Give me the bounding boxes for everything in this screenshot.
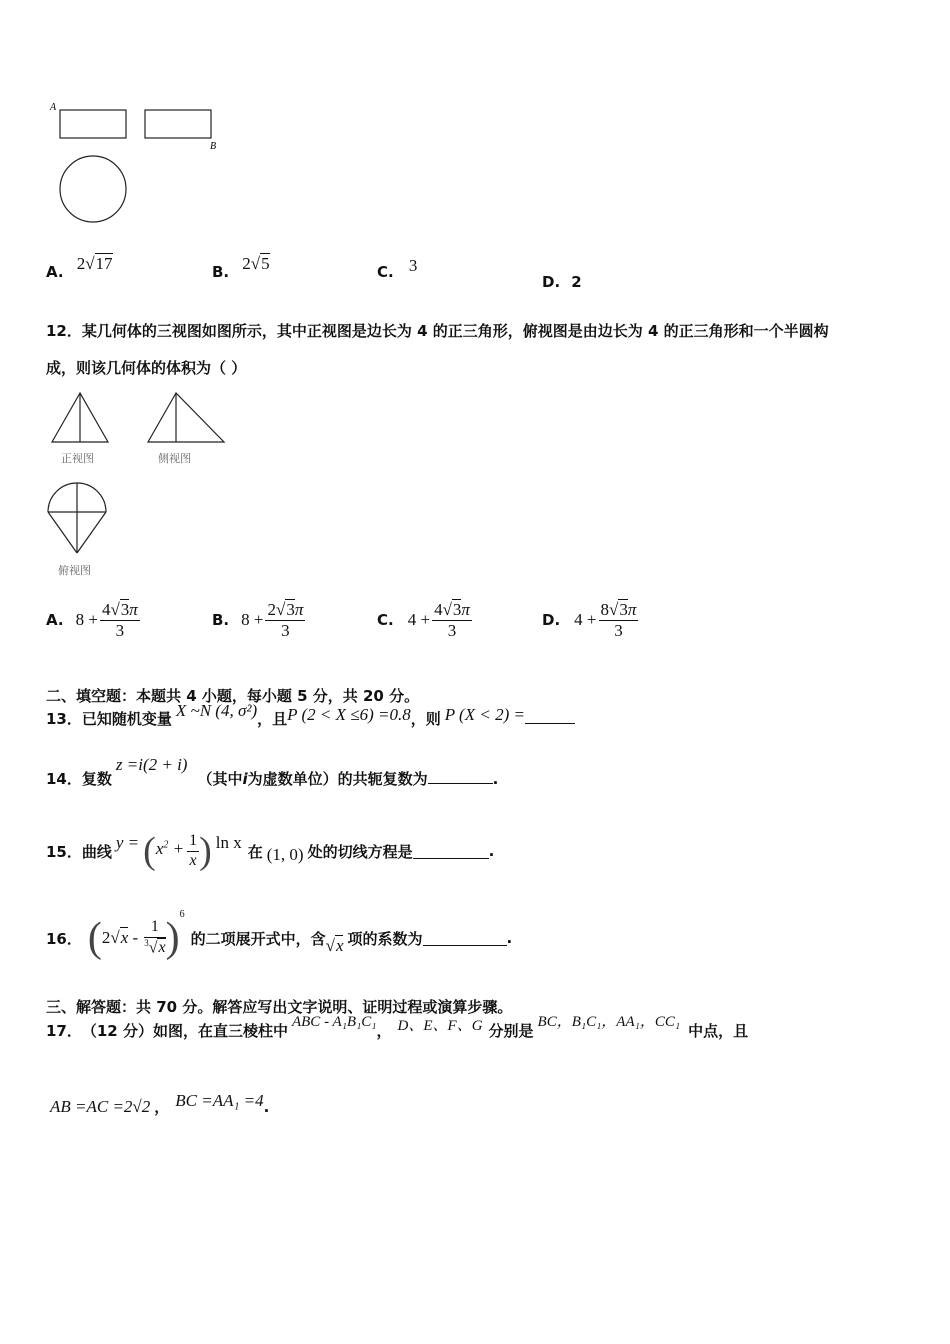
q13: 13． 已知随机变量 X ~N (4, σ²) ，且 P (2 < X ≤6) =0.8 ，则 P (X < 2) = [46, 708, 575, 729]
figure-rectangle-right [145, 110, 211, 138]
q16: 16． ( 2√x - $\frac{1}{^3√x}$ ) 6 的二项展开式中，含 √x 项的系数为 . [46, 908, 513, 961]
q12-stem-line2: 成，则该几何体的体积为（ ） [46, 359, 247, 377]
q17-line1: 17． （12 分）如图，在直三棱柱中 ABC - A₁B₁C₁ ， D、E、F、G 分别是 BC，B₁C₁，AA₁，CC₁ 中点，且 [46, 1014, 749, 1040]
q15: 15． 曲线 y = ( $x^2$ + $\frac{1}{x}$ ) ln x 在 (1, 0) 处的切线方程是 . [46, 830, 495, 872]
q17-line2: AB =AC =2√2 ， BC =AA₁ =4 . [50, 1091, 270, 1116]
q12-three-views [44, 388, 234, 578]
q13-answer-blank[interactable] [525, 709, 575, 724]
figure-rectangle-left [60, 110, 126, 138]
label-a: A [50, 102, 57, 113]
q12-option-b[interactable]: B. 8 + $\frac{2√3\pi}{3}$ [212, 600, 304, 640]
q11-figure [45, 95, 235, 230]
caption-top-view: 俯视图 [58, 564, 91, 577]
figure-circle [60, 156, 126, 222]
label-b: B [210, 141, 217, 152]
section2-heading: 二、填空题：本题共 4 小题，每小题 5 分，共 20 分。 [46, 687, 420, 705]
q11-option-a[interactable]: A. 2√17 [46, 254, 113, 281]
q11-option-b[interactable]: B. 2√5 [212, 254, 270, 281]
q12-option-d[interactable]: D. 4 + $\frac{8√3\pi}{3}$ [542, 600, 637, 640]
q12-stem-line1: 12．某几何体的三视图如图所示，其中正视图是边长为 4 的正三角形，俯视图是由边长为 4 的正三角形和一个半圆构 [46, 322, 829, 340]
caption-front-view: 正视图 [61, 452, 94, 465]
q15-answer-blank[interactable] [413, 844, 489, 859]
caption-side-view: 侧视图 [158, 452, 191, 465]
top-view-right-edge [77, 512, 106, 553]
top-view-left-edge [48, 512, 77, 553]
q11-option-c[interactable]: C. 3 [377, 256, 418, 281]
q14-answer-blank[interactable] [428, 769, 493, 784]
q16-answer-blank[interactable] [423, 931, 507, 946]
q11-option-d[interactable]: D. 2 [542, 273, 582, 291]
section3-heading: 三、解答题：共 70 分。解答应写出文字说明、证明过程或演算步骤。 [46, 998, 513, 1016]
q12-option-c[interactable]: C. 4 + $\frac{4√3\pi}{3}$ [377, 600, 470, 640]
side-view-triangle [148, 393, 224, 442]
q14: 14． 复数 z =i(2 + i) （其中 i 为虚数单位）的共轭复数为 . [46, 755, 499, 788]
q12-option-a[interactable]: A. 8 + $\frac{4√3\pi}{3}$ [46, 600, 138, 640]
